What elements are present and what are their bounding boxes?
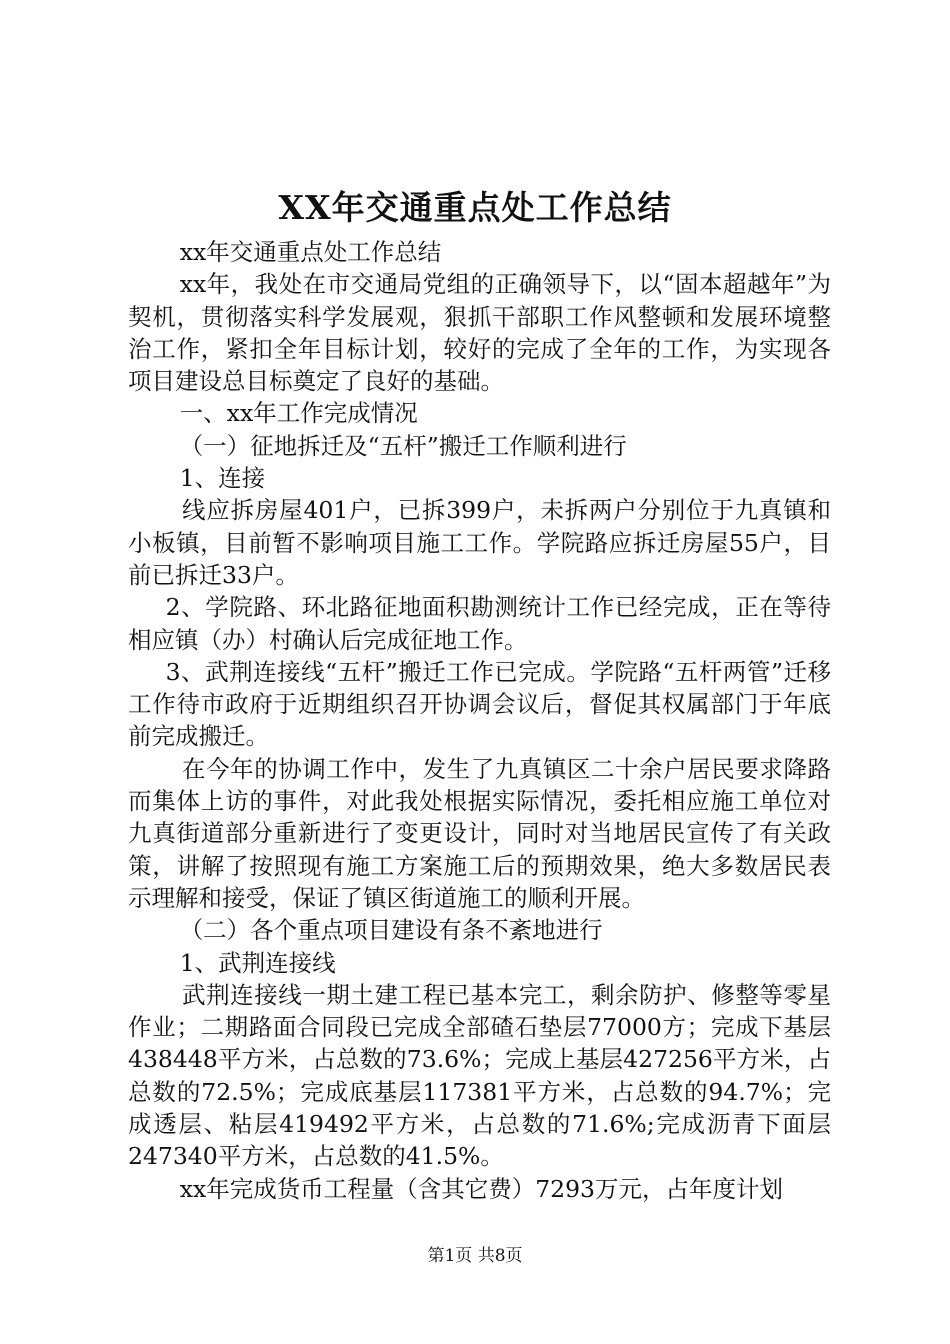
paragraph-coordination: 在今年的协调工作中，发生了九真镇区二十余户居民要求降路而集体上访的事件，对此我处根据实际情况，委托相应施工单位对九真街道部分重新进行了变更设计，同时对当地居民宣传了有关政策，讲解了按照现有施工方案施工后的预期效果，绝大多数居民表示理解和接受，保证了镇区街道施工的顺利开展。 [128,754,831,912]
paragraph-subtitle: xx年交通重点处工作总结 [179,238,442,266]
paragraph-wujing-progress: 武荆连接线一期土建工程已基本完工，剩余防护、修整等零星作业；二期路面合同段已完成全部碴石垫层77000方；完成下基层438448平方米，占总数的73.6%；完成上基层427256平方米，占总数的72.5%；完成底基层117381平方米，占总数的94.7%；完成透层、粘层419492平方米，占总数的71.6%;完成沥青下面层247340平方米，占总数的41.5%。 [128,980,831,1171]
paragraph-intro: xx年，我处在市交通局党组的正确领导下，以“固本超越年”为契机，贯彻落实科学发展观，狠抓干部职工作风整顿和发展环境整治工作，紧扣全年目标计划，较好的完成了全年的工作，为实现各项目建设总目标奠定了良好的基础。 [128,270,831,396]
page-number-footer: 第1页 共8页 [427,1246,523,1266]
item-heading-connection: 1、连接 [179,464,266,493]
subsection-heading-1: （一）征地拆迁及“五杆”搬迁工作顺利进行 [179,431,627,460]
paragraph-land-survey: 2、学院路、环北路征地面积勘测统计工作已经完成，正在等待相应镇（办）村确认后完成征地工作。 [128,593,831,654]
subsection-heading-2: （二）各个重点项目建设有条不紊地进行 [179,916,603,945]
paragraph-relocation: 3、武荆连接线“五杆”搬迁工作已完成。学院路“五杆两管”迁移工作待市政府于近期组织召开协调会议后，督促其权属部门于年底前完成搬迁。 [128,657,831,751]
document-body [128,236,831,1205]
document-title: XX年交通重点处工作总结 [278,188,672,227]
paragraph-annual-investment: xx年完成货币工程量（含其它费）7293万元，占年度计划 [179,1174,783,1203]
paragraph-demolition: 线应拆房屋401户，已拆399户，未拆两户分别位于九真镇和小板镇，目前暂不影响项目施工工作。学院路应拆迁房屋55户，目前已拆迁33户。 [128,496,831,589]
section-heading-1: 一、xx年工作完成情况 [179,399,418,428]
item-heading-wujing: 1、武荆连接线 [179,948,336,977]
